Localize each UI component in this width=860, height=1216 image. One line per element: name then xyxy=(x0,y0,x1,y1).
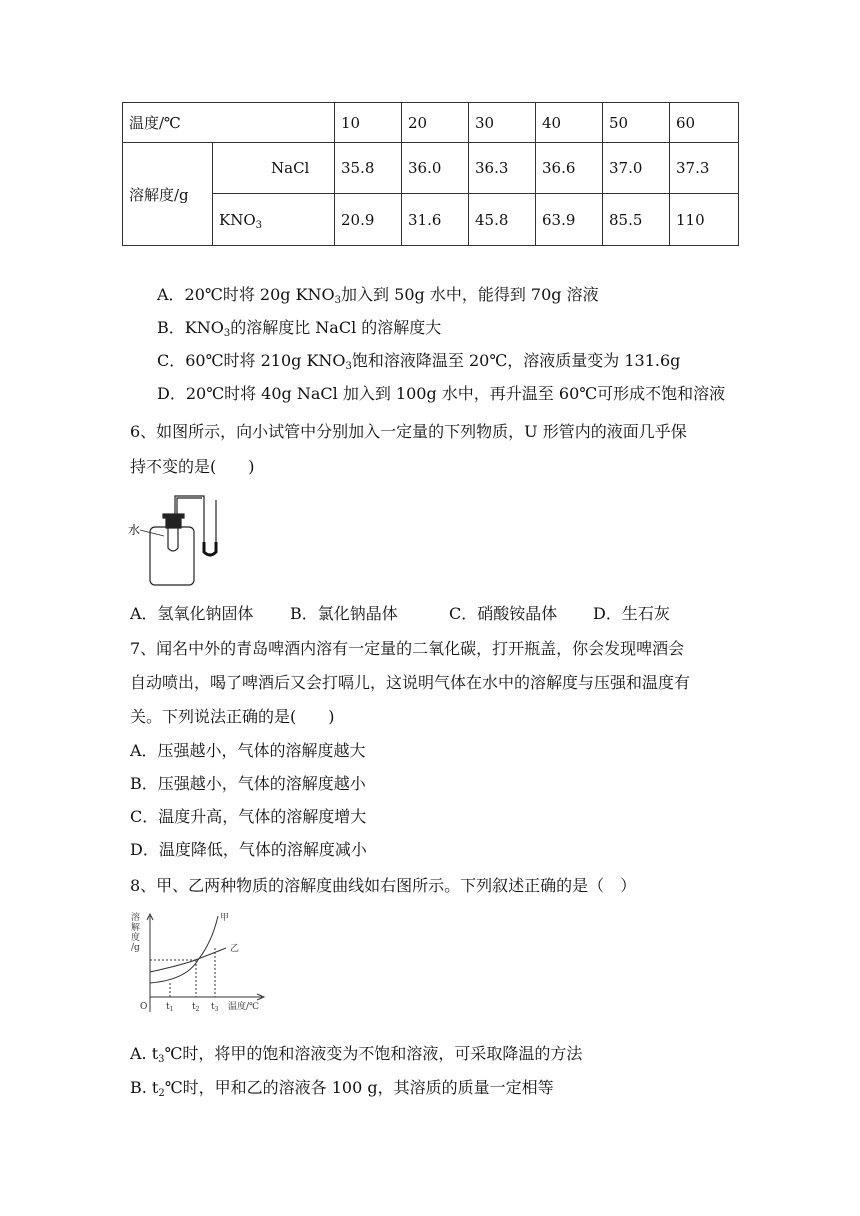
temp-cell: 40 xyxy=(536,103,603,143)
q6-stem-line2: 持不变的是( ) xyxy=(130,457,255,476)
solubility-table xyxy=(122,102,739,246)
series-label-yi: 乙 xyxy=(230,944,240,954)
q5-option-d: D．20℃时将 40g NaCl 加入到 100g 水中，再升温至 60℃可形成不饱和溶液 xyxy=(157,384,726,403)
q6-option-a: A．氢氧化钠固体 xyxy=(130,604,254,623)
water-label: 水 xyxy=(128,523,141,537)
table-row xyxy=(123,103,739,143)
y-axis-label-char: 度 xyxy=(131,933,141,943)
temp-cell: 30 xyxy=(469,103,536,143)
kno3-cell: 63.9 xyxy=(536,194,603,246)
nacl-cell: 36.3 xyxy=(469,143,536,194)
kno3-cell: 31.6 xyxy=(402,194,469,246)
q8-stem: 8、甲、乙两种物质的溶解度曲线如右图所示。下列叙述正确的是（ ） xyxy=(130,876,637,895)
q7-stem-line1: 7、闻名中外的青岛啤酒内溶有一定量的二氧化碳，打开瓶盖，你会发现啤酒会 xyxy=(130,639,685,658)
table-row xyxy=(123,194,739,246)
q8-option-b: B. $t_2℃$时，甲和乙的溶液各 100 g，其溶质的质量一定相等 xyxy=(130,1078,554,1099)
q6-option-c: C．硝酸铵晶体 xyxy=(449,604,558,623)
nacl-cell: 35.8 xyxy=(335,143,402,194)
x-axis-label: 温度/℃ xyxy=(228,1002,260,1012)
q5-option-c: C．60℃时将 210g $KNO_3$饱和溶液降温至 20℃，溶液质量变为 131.6g xyxy=(157,351,681,372)
q8-option-a: A. $t_3℃$时，将甲的饱和溶液变为不饱和溶液，可采取降温的方法 xyxy=(130,1044,583,1065)
tick-label-t2: $t_2$ xyxy=(192,1002,200,1013)
q6-stem-line1: 6、如图所示，向小试管中分别加入一定量的下列物质，U 形管内的液面几乎保 xyxy=(130,422,687,441)
q7-stem-line3: 关。下列说法正确的是( ) xyxy=(130,707,335,726)
tick-label-t1: $t_1$ xyxy=(166,1002,174,1013)
tick-label-t3: $t_3$ xyxy=(211,1002,219,1013)
y-axis-label-char: /g xyxy=(131,943,140,953)
kno3-cell: 85.5 xyxy=(603,194,670,246)
q5-option-a: A．20℃时将 20g $KNO_3$加入到 50g 水中，能得到 70g 溶液 xyxy=(157,285,599,306)
q7-option-d: D．温度降低，气体的溶解度减小 xyxy=(130,840,367,859)
temp-cell: 60 xyxy=(670,103,739,143)
series-label-jia: 甲 xyxy=(220,913,230,923)
nacl-cell: 37.3 xyxy=(670,143,739,194)
temperature-header: 温度/℃ xyxy=(123,103,335,143)
q5-option-b: B．$KNO_3$的溶解度比 NaCl 的溶解度大 xyxy=(157,318,442,339)
q7-option-c: C．温度升高，气体的溶解度增大 xyxy=(130,807,367,826)
u-tube-apparatus-figure xyxy=(126,490,236,590)
kno3-cell: 45.8 xyxy=(469,194,536,246)
nacl-cell: 36.0 xyxy=(402,143,469,194)
nacl-label: NaCl xyxy=(213,143,335,194)
series-jia-curve xyxy=(150,916,218,983)
temp-cell: 50 xyxy=(603,103,670,143)
table-row xyxy=(123,143,739,194)
y-axis-label-char: 溶 xyxy=(131,913,141,923)
kno3-cell: 110 xyxy=(670,194,739,246)
kno3-label: $KNO_3$ xyxy=(213,194,335,246)
kno3-cell: 20.9 xyxy=(335,194,402,246)
q6-option-d: D．生石灰 xyxy=(593,604,670,623)
y-axis-label-char: 解 xyxy=(131,923,141,933)
q7-option-b: B．压强越小，气体的溶解度越小 xyxy=(130,774,366,793)
origin-label: O xyxy=(140,1002,148,1012)
solubility-row-label: 溶解度/g xyxy=(123,143,213,246)
solubility-curve-figure xyxy=(126,908,276,1024)
q7-option-a: A．压强越小，气体的溶解度越大 xyxy=(130,741,366,760)
temp-cell: 10 xyxy=(335,103,402,143)
q7-stem-line2: 自动喷出，喝了啤酒后又会打嗝儿，这说明气体在水中的溶解度与压强和温度有 xyxy=(130,673,691,692)
nacl-cell: 37.0 xyxy=(603,143,670,194)
nacl-cell: 36.6 xyxy=(536,143,603,194)
q6-option-b: B．氯化钠晶体 xyxy=(290,604,398,623)
temp-cell: 20 xyxy=(402,103,469,143)
